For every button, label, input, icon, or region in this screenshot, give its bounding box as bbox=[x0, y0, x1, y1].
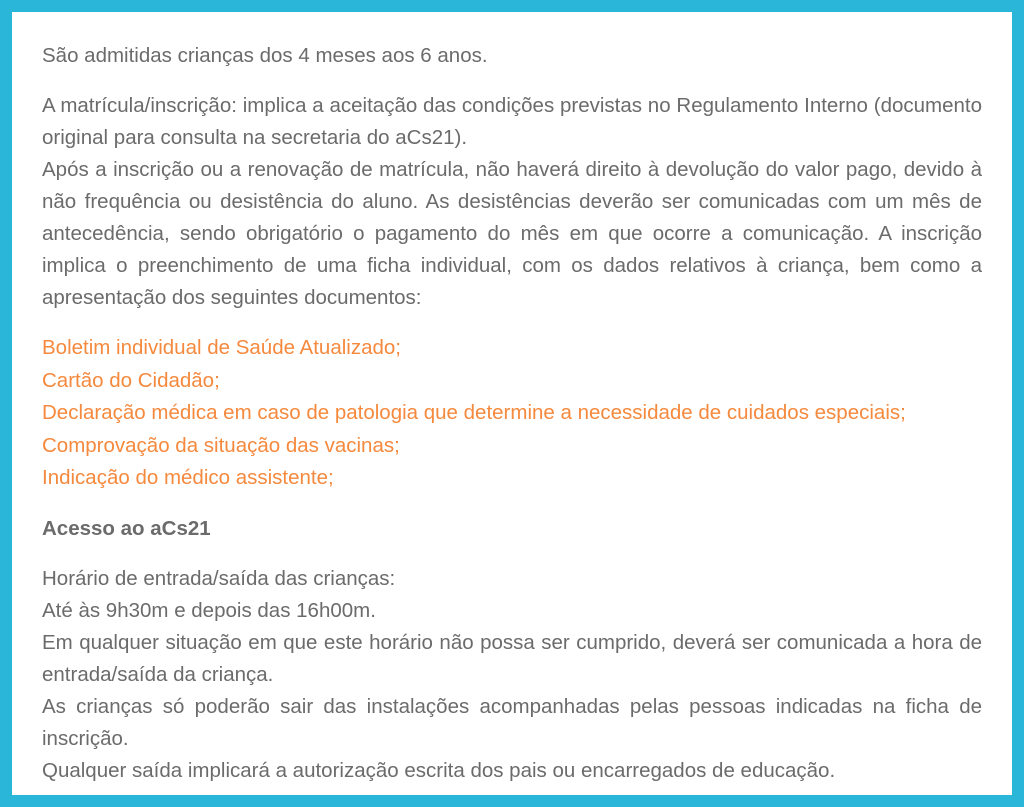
access-section-heading: Acesso ao aCs21 bbox=[42, 516, 211, 540]
required-documents-list bbox=[42, 332, 982, 495]
intro-paragraph: São admitidas crianças dos 4 meses aos 6 anos. bbox=[42, 44, 488, 67]
access-rule-communication: Em qualquer situação em que este horário não possa ser cumprido, deverá ser comunicada a hora de entrada/saída da criança. bbox=[42, 630, 982, 686]
list-item: Cartão do Cidadão; bbox=[42, 368, 220, 392]
access-schedule-label: Horário de entrada/saída das crianças: bbox=[42, 566, 396, 590]
list-item: Indicação do médico assistente; bbox=[42, 466, 334, 489]
access-rule-pickup: As crianças só poderão sair das instalações acompanhadas pelas pessoas indicadas na ficha de inscrição. bbox=[42, 694, 982, 750]
list-item: Declaração médica em caso de patologia que determine a necessidade de cuidados especiais; bbox=[42, 401, 906, 424]
enrollment-paragraph-2: Após a inscrição ou a renovação de matrícula, não haverá direito à devolução do valor pago, devido à não frequência ou desistência do aluno. As desistências deverão ser comunicadas com um mês de antecedência, sendo obrigatório o pagamento do mês em que ocorre a comunicação. A inscrição implica o preenchimento de uma ficha individual, com os dados relativos à criança, bem como a apresentação dos seguintes documentos: bbox=[42, 158, 982, 309]
enrollment-paragraph-1: A matrícula/inscrição: implica a aceitação das condições previstas no Regulamento Interno (documento original para consulta na secretaria do aCs21). bbox=[42, 94, 982, 149]
access-schedule-hours: Até às 9h30m e depois das 16h00m. bbox=[42, 598, 376, 622]
document-page bbox=[12, 12, 1012, 795]
list-item: Comprovação da situação das vacinas; bbox=[42, 433, 400, 457]
access-rule-authorization: Qualquer saída implicará a autorização escrita dos pais ou encarregados de educação. bbox=[42, 758, 836, 782]
list-item: Boletim individual de Saúde Atualizado; bbox=[42, 336, 401, 359]
spacer bbox=[42, 495, 982, 513]
document-content bbox=[42, 40, 982, 787]
